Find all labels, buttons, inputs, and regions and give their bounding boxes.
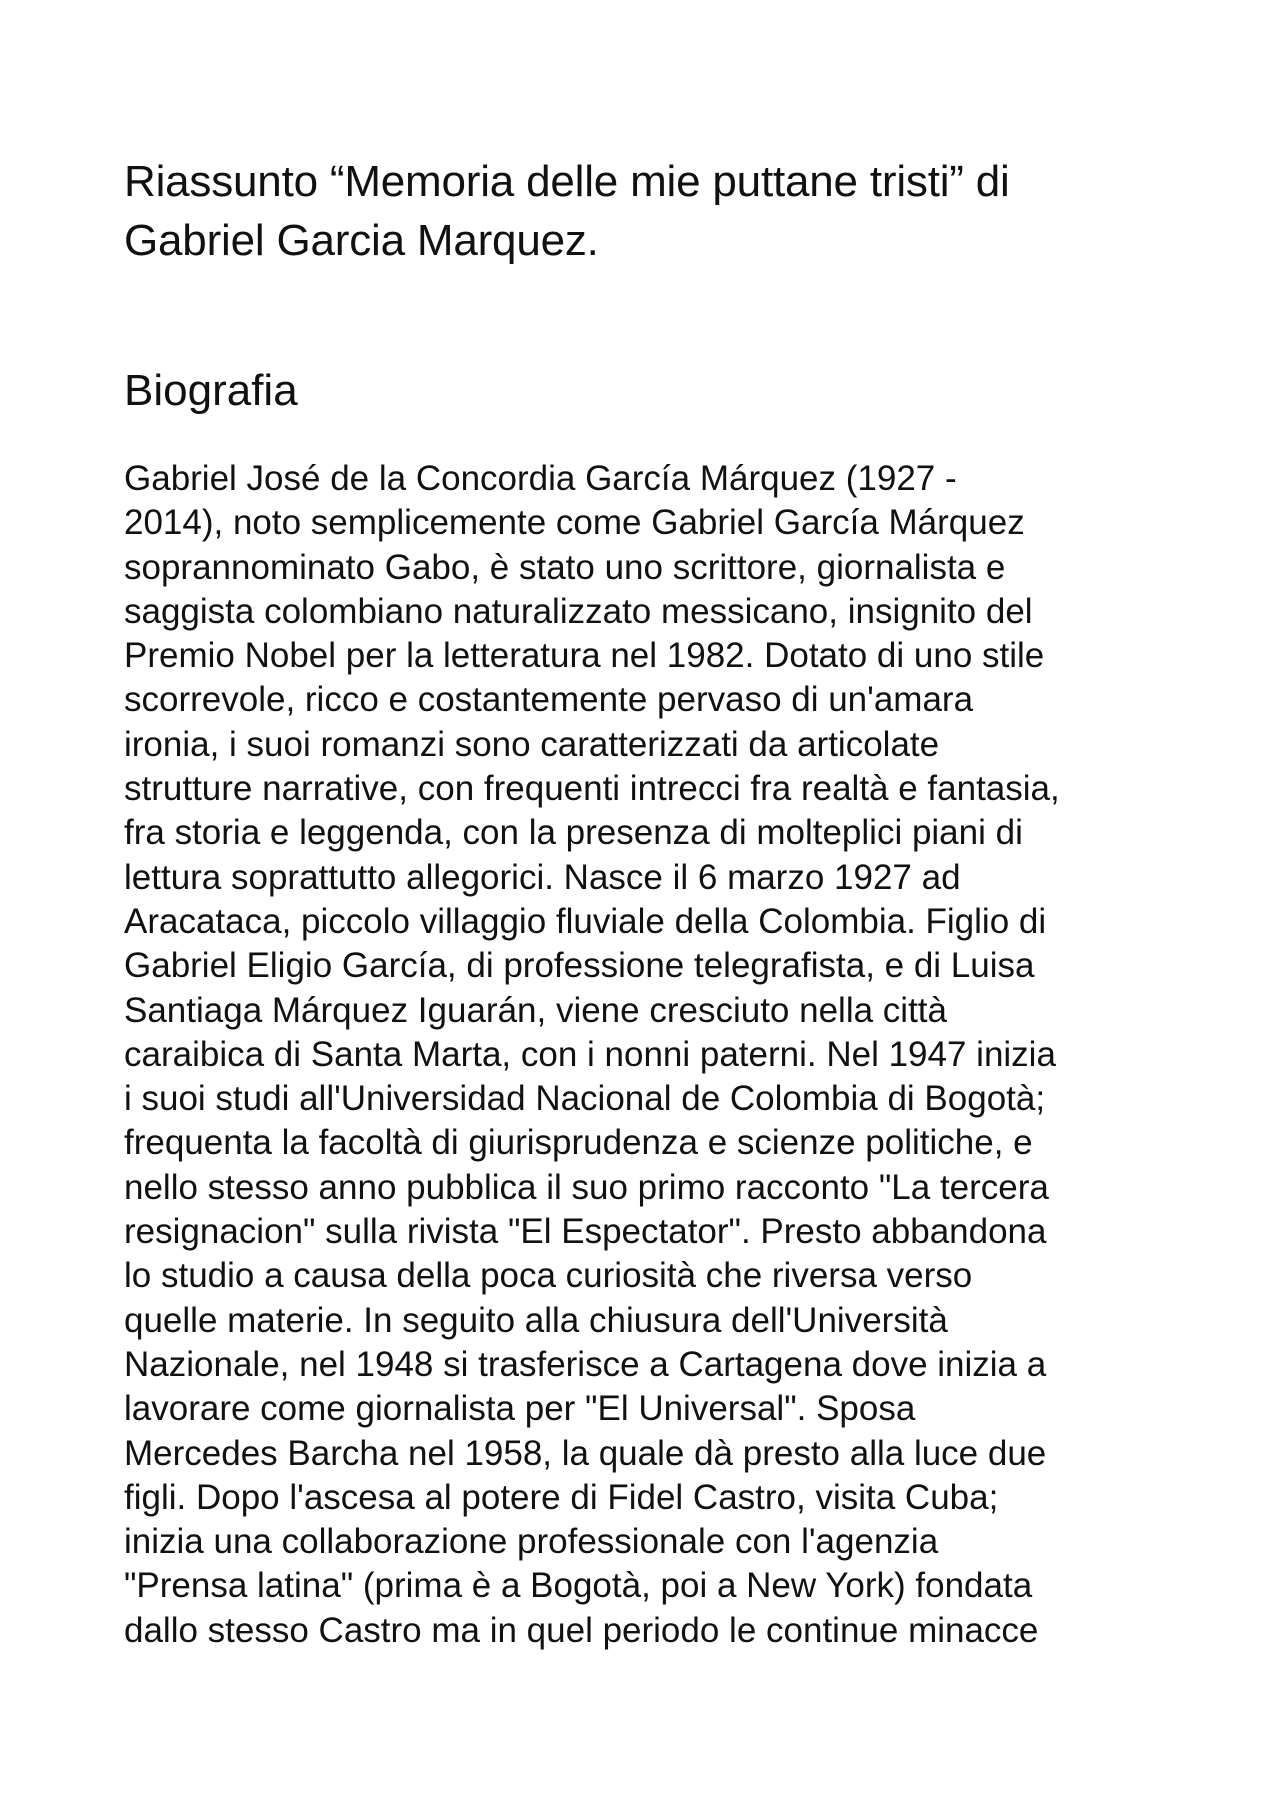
paragraph-line: ironia, i suoi romanzi sono caratterizzati da articolate [124,724,940,764]
paragraph-line: Nazionale, nel 1948 si trasferisce a Cartagena dove inizia a [124,1344,1047,1384]
paragraph-line: saggista colombiano naturalizzato messicano, insignito del [124,591,1033,631]
paragraph-line: 2014), noto semplicemente come Gabriel García Márquez [124,503,1025,543]
section-heading-biografia: Biografia [124,366,298,415]
paragraph-line: dallo stesso Castro ma in quel periodo le continue minacce [124,1610,1039,1650]
paragraph-line: strutture narrative, con frequenti intrecci fra realtà e fantasia, [124,769,1060,809]
biography-paragraph [124,457,1060,1653]
paragraph-line: frequenta la facoltà di giurisprudenza e scienze politiche, e [124,1123,1033,1163]
paragraph-line: lettura soprattutto allegorici. Nasce il 6 marzo 1927 ad [124,857,961,897]
paragraph-line: Premio Nobel per la letteratura nel 1982. Dotato di uno stile [124,636,1045,676]
paragraph-line: Santiaga Márquez Iguarán, viene cresciuto nella città [124,990,947,1030]
paragraph-line: nello stesso anno pubblica il suo primo racconto "La tercera [124,1167,1049,1207]
paragraph-line: fra storia e leggenda, con la presenza di molteplici piani di [124,813,1023,853]
paragraph-line: i suoi studi all'Universidad Nacional de Colombia di Bogotà; [124,1079,1046,1119]
paragraph-line: lo studio a causa della poca curiosità che riversa verso [124,1256,973,1296]
paragraph-line: scorrevole, ricco e costantemente pervaso di un'amara [124,680,974,720]
paragraph-line: quelle materie. In seguito alla chiusura dell'Università [124,1300,948,1340]
paragraph-line: Gabriel Eligio García, di professione telegrafista, e di Luisa [124,946,1035,986]
paragraph-line: Mercedes Barcha nel 1958, la quale dà presto alla luce due [124,1433,1047,1473]
paragraph-line: soprannominato Gabo, è stato uno scrittore, giornalista e [124,547,1006,587]
paragraph-line: lavorare come giornalista per "El Universal". Sposa [124,1389,916,1429]
paragraph-line: caraibica di Santa Marta, con i nonni paterni. Nel 1947 inizia [124,1034,1056,1074]
paragraph-line: Aracataca, piccolo villaggio fluviale della Colombia. Figlio di [124,901,1047,941]
paragraph-line: Gabriel José de la Concordia García Márquez (1927 - [124,459,957,498]
paragraph-line: figli. Dopo l'ascesa al potere di Fidel Castro, visita Cuba; [124,1477,999,1517]
document-title-line-1: Riassunto “Memoria delle mie puttane tristi” di [124,157,1010,206]
paragraph-line: inizia una collaborazione professionale con l'agenzia [124,1522,939,1562]
document-title-line-2: Gabriel Garcia Marquez. [124,216,599,265]
paragraph-line: "Prensa latina" (prima è a Bogotà, poi a New York) fondata [124,1566,1033,1606]
paragraph-line: resignacion" sulla rivista "El Espectator". Presto abbandona [124,1212,1047,1252]
